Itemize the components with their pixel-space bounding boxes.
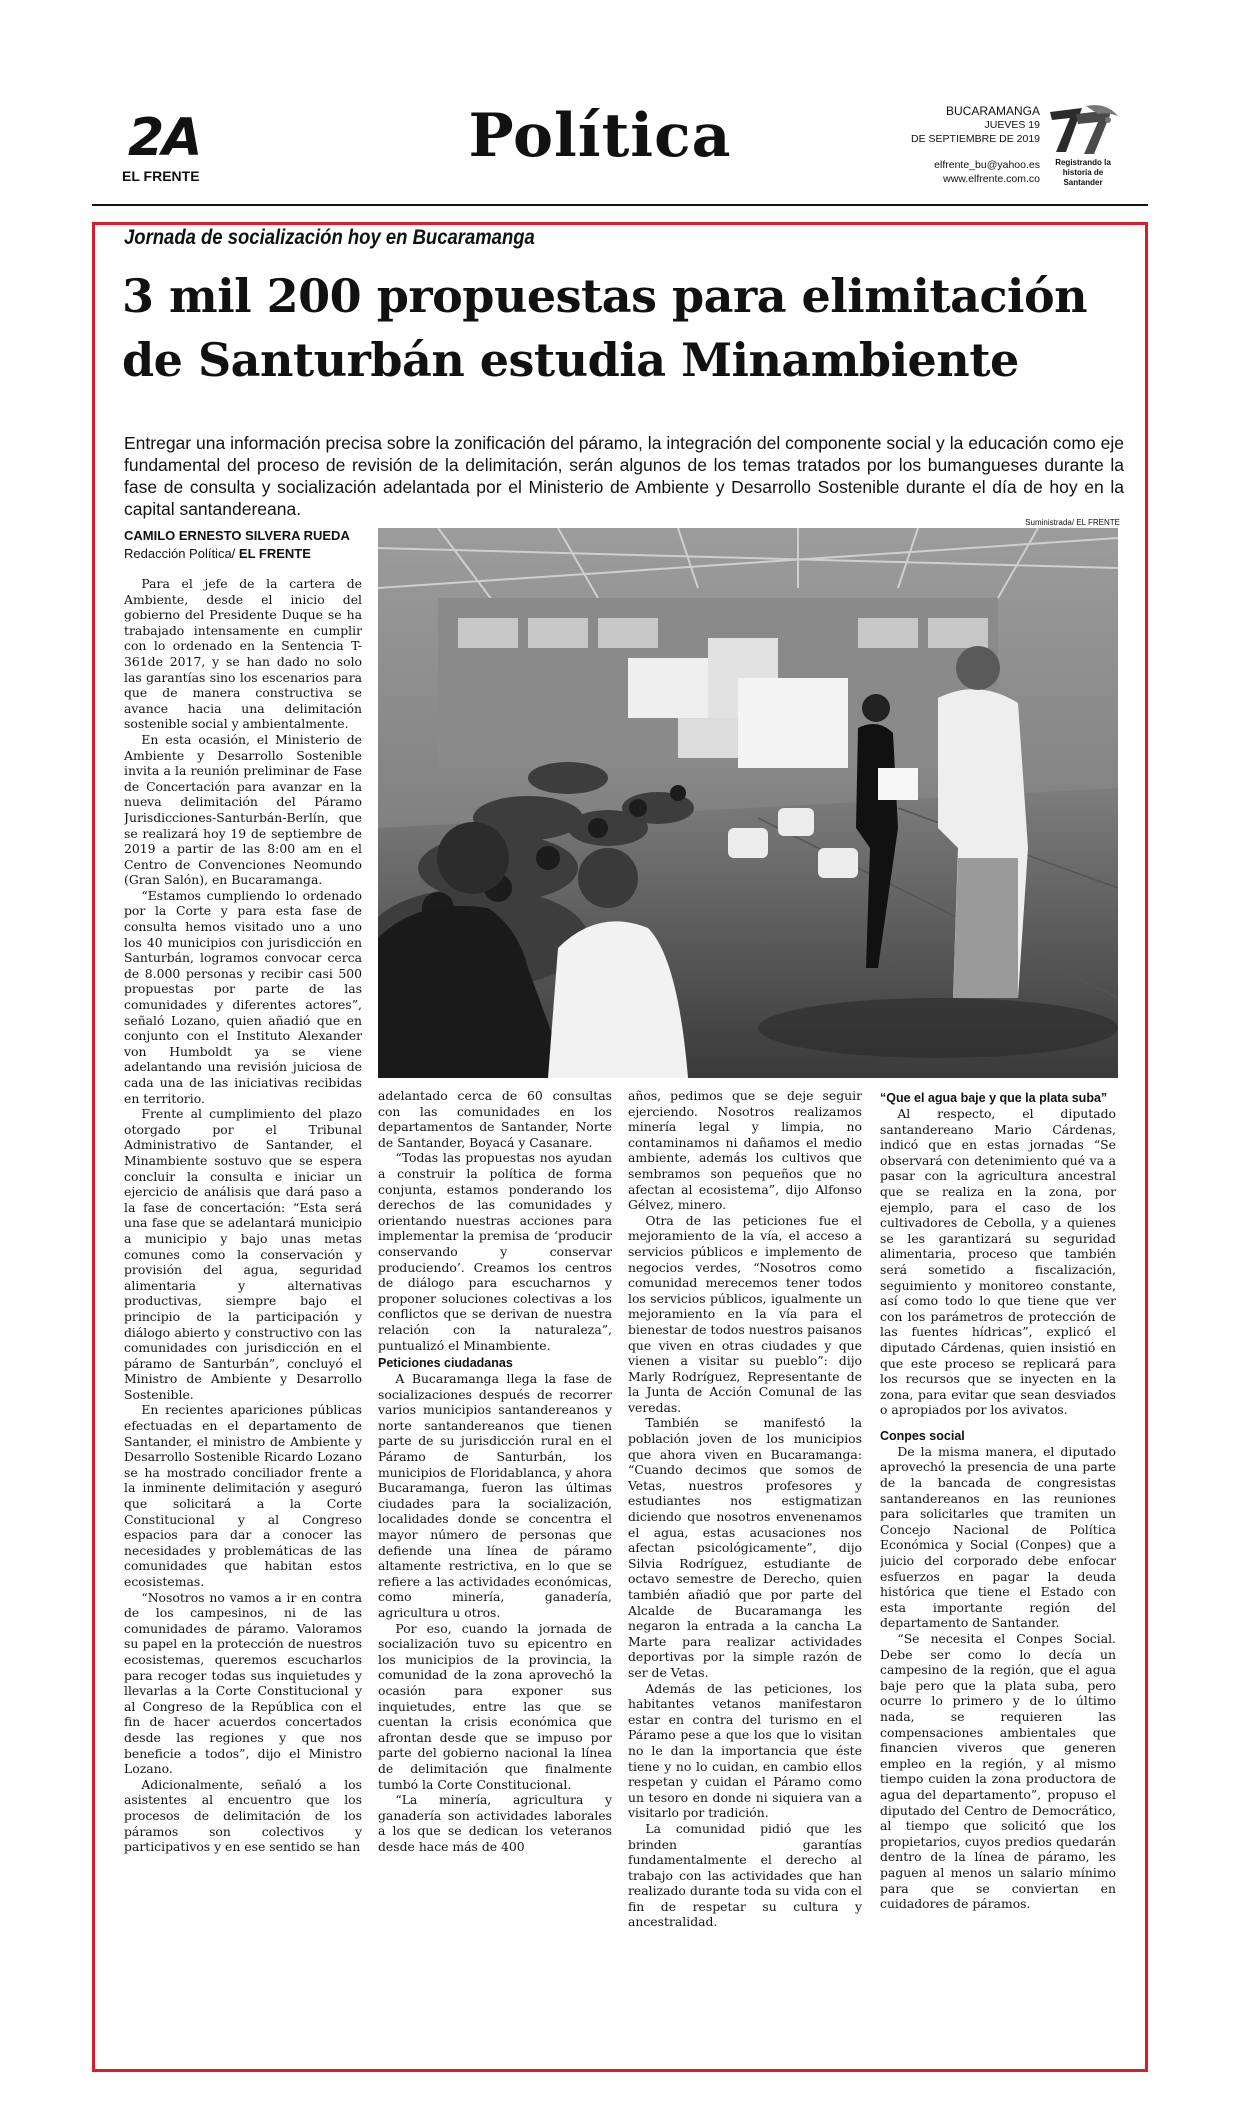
paragraph: En esta ocasión, el Ministerio de Ambiente y Desarrollo Sostenible invita a la reunión preliminar de Fase de Concertación para avanzar en la nueva delimitación del Páramo Jurisdicciones-Santurbán-Berlín, que se realizará hoy 19 de septiembre de 2019 a partir de las 8:00 am en el Centro de Convenciones Neomundo (Gran Salón), en Bucaramanga. bbox=[124, 731, 362, 888]
paragraph: “Nosotros no vamos a ir en contra de los campesinos, ni de las comunidades de páramo. Valoramos su papel en la protección de nuestros ecosistemas, queremos escucharlos para recoger todas sus inquietudes y llevarlas a la Corte Constitucional y al Congreso de la República con el fin de hacer acuerdos concertados desde las regiones y que nos beneficie a todos”, dijo el Ministro Lozano. bbox=[124, 1589, 362, 1777]
paragraph: Adicionalmente, señaló a los asistentes al encuentro que los procesos de delimitación de los páramos son colectivos y participativos y en ese sentido se han bbox=[124, 1776, 362, 1855]
brand-name: EL FRENTE bbox=[122, 168, 200, 184]
website: www.elfrente.com.co bbox=[943, 173, 1040, 185]
byline-desk: Redacción Política/ bbox=[124, 546, 239, 561]
paragraph: “La minería, agricultura y ganadería son actividades laborales a los que se dedican los veteranos desde hace más de 400 bbox=[378, 1792, 612, 1854]
paragraph: En recientes apariciones públicas efectuadas en el departamento de Santander, el ministro de Ambiente y Desarrollo Sostenible Ricardo Lozano se ha mostrado conciliador frente a la inminente delimitación y aseguró que solicitará a la Corte Constitucional y al Congreso espacios para dar a conocer las necesidades y problemáticas de las comunidades que habitan estos ecosistemas. bbox=[124, 1402, 362, 1589]
paragraph: Otra de las peticiones fue el mejoramiento de la vía, el acceso a servicios públicos e implemento de negocios verdes, “Nosotros como comunidad merecemos tener todos los servicios públicos, igualmente un mejoramiento en la vía para el bienestar de todos nuestros paisanos que viven en otras ciudades y que vienen a visitar su pueblo”: dijo Marly Rodríguez, Representante de la Junta de Acción Comunal de las veredas. bbox=[628, 1212, 862, 1415]
paragraph: “Se necesita el Conpes Social. Debe ser como lo decía un campesino de la región, que el agua baje pero que la plata suba, pero ocurre lo primero y de lo último nada, se requieren las compensaciones ambientales que financien viveros que generen empleo en la región, y al mismo tiempo cuiden la zona productora de agua del departamento”, propuso el diputado del Centro de Democrático, al tiempo que solicitó que los propietarios, cuyos predios quedarán dentro de la línea de páramo, les paguen al menos un salario mínimo para que se conviertan en cuidadores de páramos. bbox=[880, 1631, 1116, 1912]
paragraph: De la misma manera, el diputado aprovechó la presencia de una parte de la bancada de congresistas santandereanos en las reuniones para solicitarles que tramiten un Concejo Nacional de Política Económica y Social (Conpes) que a juicio del corporado debe enfocar esfuerzos en pagar la deuda histórica que tiene el Estado con esta importante región del departamento de Santander. bbox=[880, 1443, 1116, 1631]
paragraph: “Todas las propuestas nos ayudan a construir la política de forma conjunta, estamos ponderando los derechos de las comunidades y orientando nuestras acciones para implementar la premisa de ‘producir conservando y conservar produciendo’. Creamos los centros de diálogo para escucharnos y proponer soluciones colectivas a los conflictos que se derivan de nuestra relación con la naturaleza”, puntualizó el Minambiente. bbox=[378, 1150, 612, 1353]
byline-author: CAMILO ERNESTO SILVERA RUEDA bbox=[124, 528, 350, 543]
paragraph: Frente al cumplimiento del plazo otorgado por el Tribunal Administrativo de Santander, el Minambiente sostuvo que se espera concluir la consulta e iniciar un ejercicio de análisis que dará paso a la fase de concertación: “Esta será una fase que se adelantará municipio a municipio y bajo unas metas comunes como la conservación y provisión del agua, seguridad alimentaria y alternativas productivas, siempre bajo el principio de la participación y diálogo abierto y constructivo con las comunidades con jurisdicción en el páramo de Santurbán”, concluyó el Ministro de Ambiente y Desarrollo Sostenible. bbox=[124, 1106, 362, 1402]
article-headline: 3 mil 200 propuestas para elimitación de Santurbán estudia Minambiente bbox=[122, 269, 1088, 387]
issue-day: JUEVES 19 bbox=[984, 119, 1040, 131]
contact-email: elfrente_bu@yahoo.es bbox=[934, 159, 1040, 171]
subheading-conpes: Conpes social bbox=[880, 1428, 965, 1443]
section-title: Política bbox=[468, 101, 732, 171]
anniversary-logo bbox=[1046, 104, 1120, 190]
paragraph: La comunidad pidió que les brinden garantías fundamentalmente el derecho al trabajo con las actividades que han realizado durante toda su vida con el fin de respetar su cultura y ancestralidad. bbox=[628, 1820, 862, 1930]
page-number: 2A bbox=[128, 108, 201, 168]
paragraph: Al respecto, el diputado santandereano Mario Cárdenas, indicó que en estas jornadas “Se observará con detenimiento qué va a pasar con la agricultura ancestral que se realiza en la zona, por ejemplo, para el caso de los cultivadores de Cebolla, y a quienes se les garantizará su seguridad alimentaria, proceso que también será sometido a fiscalización, seguimiento y monitoreo constante, así como todo lo que tiene que ver con los parámetros de protección de las fuentes hídricas”, explicó el diputado Cárdenas, quien insistió en que este proceso se replicará para los recursos que se inyecten en la zona, para evitar que sean desviados o apropiados por los avivatos. bbox=[880, 1106, 1116, 1418]
header-rule bbox=[92, 204, 1148, 206]
article-lead: Entregar una información precisa sobre la zonificación del páramo, la integración del componente social y la educación como eje fundamental del proceso de revisión de la delimitación, serán algunos de los temas tratados por los bumangueses durante la fase de consulta y socialización adelantada por el Ministerio de Ambiente y Desarrollo Sostenible durante el día de hoy en la capital santandereana. bbox=[124, 433, 1124, 519]
paragraph: “Estamos cumpliendo lo ordenado por la Corte y para esta fase de consulta hemos visitado uno a uno los 40 municipios con jurisdicción en Santurbán, logramos convocar cerca de 8.000 personas y recibir casi 500 propuestas por parte de las comunidades y diferentes actores”, señaló Lozano, quien añadió que en conjunto con el Instituto Alexander von Humboldt ya se viene adelantando una revisión juiciosa de cada una de las iniciativas recibidas en territorio. bbox=[124, 887, 362, 1106]
event-photo-image bbox=[378, 528, 1118, 1078]
paragraph: adelantado cerca de 60 consultas con las comunidades en los departamentos de Santander, Norte de Santander, Boyacá y Casanare. bbox=[378, 1088, 612, 1150]
paragraph: Además de las peticiones, los habitantes vetanos manifestaron estar en contra del turismo en el Páramo pese a que los que lo visitan no le dan la importancia que éste tiene y no lo cuidan, en cambio ellos respetan y cuidan el Páramo como un tesoro en donde ni siquiera van a visitarlo por tradición. bbox=[628, 1680, 862, 1821]
byline-role bbox=[124, 546, 311, 561]
article-column-3 bbox=[628, 1088, 862, 2056]
event-photo bbox=[378, 528, 1118, 1078]
paragraph: A Bucaramanga llega la fase de socializaciones después de recorrer varios municipios santandereanos y norte santandereanos que tienen parte de su jurisdicción rural en el Páramo de Santurbán, los municipios de Floridablanca, y ahora Bucaramanga, fueron las últimas ciudades para la socialización, localidades donde se concentra el mayor número de personas que defiende una línea de páramo altamente restrictiva, en lo que se refiere a las actividades económicas, como minería, ganadería, agricultura u otros. bbox=[378, 1371, 612, 1620]
paragraph: También se manifestó la población joven de los municipios que ahora viven en Bucaramanga: “Cuando decimos que somos de Vetas, nuestros profesores y estudiantes nos estigmatizan diciendo que nosotros envenenamos el agua, estas acusaciones nos afectan psicológicamente”, dijo Silvia Rodríguez, estudiante de octavo semestre de Derecho, quien también añadió que por parte del Alcalde de Bucaramanga les negaron la entrada a la cancha La Marte para realizar actividades deportivas por la simple razón de ser de Vetas. bbox=[628, 1415, 862, 1680]
paragraph: Para el jefe de la cartera de Ambiente, desde el inicio del gobierno del Presidente Duque se ha trabajado intensamente en cumplir con lo ordenado en la Sentencia T-361de 2017, y se han dado no solo las garantías sino los escenarios para que de manera constructiva se avance hacia una delimitación sostenible social y ambientalmente. bbox=[124, 576, 362, 732]
article-column-2 bbox=[378, 1088, 612, 2056]
anniversary-emblem-icon bbox=[1046, 104, 1120, 158]
article-column-4 bbox=[880, 1088, 1116, 2056]
issue-date: DE SEPTIEMBRE DE 2019 bbox=[911, 133, 1040, 145]
city: BUCARAMANGA bbox=[945, 104, 1040, 118]
masthead-info bbox=[880, 104, 1040, 186]
logo-tagline: Registrando la historia de Santander bbox=[1055, 158, 1111, 187]
byline-outlet: EL FRENTE bbox=[238, 546, 311, 561]
subheading-peticiones: Peticiones ciudadanas bbox=[378, 1356, 513, 1371]
paragraph: Por eso, cuando la jornada de socialización tuvo su epicentro en los municipios de la provincia, la comunidad de la zona aprovechó la ocasión para exponer sus inquietudes, entre las que se cuentan la crisis económica que afrontan desde que se impuso por parte del gobierno nacional la línea de delimitación que finalmente tumbó la Corte Constitucional. bbox=[378, 1620, 612, 1792]
article-column-1 bbox=[124, 576, 362, 2056]
paragraph: años, pedimos que se deje seguir ejerciendo. Nosotros realizamos minería legal y limpia, no contaminamos ni dañamos el medio ambiente, además los cultivos que sembramos son pequeños que no afectan al ecosistema”, dijo Alfonso Gélvez, minero. bbox=[628, 1088, 862, 1213]
subheading-agua: “Que el agua baje y que la plata suba” bbox=[880, 1091, 1108, 1105]
photo-credit: Suministrada/ EL FRENTE bbox=[1025, 518, 1120, 527]
article-kicker: Jornada de socialización hoy en Bucaramanga bbox=[124, 226, 535, 249]
